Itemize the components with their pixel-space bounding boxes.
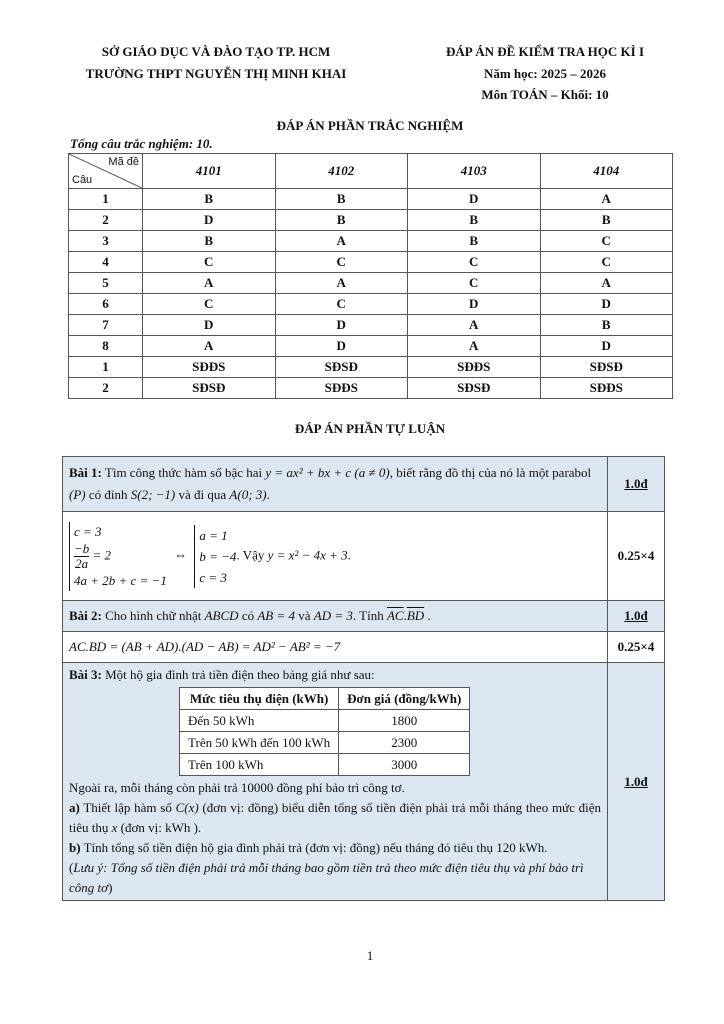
answer-cell: D	[540, 294, 673, 315]
question-number: 7	[69, 315, 143, 336]
answer-cell: A	[275, 231, 408, 252]
school-year: Năm học: 2025 – 2026	[483, 66, 607, 81]
dot-op: .	[403, 608, 407, 623]
answer-cell: D	[540, 336, 673, 357]
answer-cell: SĐSĐ	[540, 357, 673, 378]
part-a-func: C(x)	[175, 800, 199, 815]
price-row	[180, 754, 470, 776]
fraction	[74, 542, 89, 571]
question-number: 2	[69, 378, 143, 399]
note-text: Tổng số tiền điện phải trả mỗi tháng bao gồm tiền trả theo mức điện tiêu thụ và phí bảo trì công tơ	[69, 860, 584, 895]
price-level: Đến 50 kWh	[180, 710, 339, 732]
bai3-label: Bài 3:	[69, 667, 102, 682]
answer-cell: SĐSĐ	[408, 378, 541, 399]
bai1-vertex: S(2; −1)	[130, 487, 176, 502]
answer-cell: A	[408, 315, 541, 336]
part-a-label: a)	[69, 800, 80, 815]
answer-cell: B	[408, 210, 541, 231]
answer-cell: C	[275, 294, 408, 315]
bai1-row	[63, 457, 665, 512]
answer-cell: SĐSĐ	[143, 378, 276, 399]
question-number: 2	[69, 210, 143, 231]
sys1-eq: = 2	[92, 546, 112, 562]
answer-cell: D	[143, 210, 276, 231]
mc-row	[69, 231, 673, 252]
answer-cell: C	[275, 252, 408, 273]
answer-cell: C	[143, 294, 276, 315]
answer-cell: D	[143, 315, 276, 336]
note-paren: )	[108, 880, 113, 895]
answer-cell: B	[143, 231, 276, 252]
bai2-solution: AC.BD = (AB + AD).(AD − AB) = AD² − AB² = −7	[63, 632, 608, 663]
bai3-intro: Một hộ gia đình trả tiền điện theo bảng giá như sau:	[101, 667, 375, 682]
sys1-line: 4a + 2b + c = −1	[74, 572, 167, 588]
bai2-score: 1.0đ	[608, 601, 665, 632]
diag-top-label: Mã đề	[108, 156, 139, 168]
answer-cell: B	[275, 210, 408, 231]
sys1-line	[74, 542, 167, 571]
price-header-row	[180, 688, 470, 710]
price-value: 1800	[339, 710, 470, 732]
answer-cell: A	[540, 189, 673, 210]
part-a-text: (đơn vị: đồng) biểu diễn tổng số tiền điện phải trả mỗi tháng theo mức điện tiêu thụ	[69, 800, 601, 835]
bai1-sol-score: 0.25×4	[608, 512, 665, 601]
mc-header-row	[69, 154, 673, 189]
answer-cell: D	[275, 336, 408, 357]
essay-table	[62, 456, 665, 901]
answer-cell: B	[408, 231, 541, 252]
bai1-score: 1.0đ	[608, 457, 665, 512]
bai2-text: . Tính	[352, 608, 387, 623]
sys2-line: a = 1	[199, 527, 228, 543]
answer-cell: C	[408, 252, 541, 273]
page-number: 1	[366, 948, 374, 963]
bai1-text: .	[266, 487, 270, 502]
code-header: 4103	[408, 154, 541, 189]
answer-cell: A	[143, 273, 276, 294]
bai1-text: , biết rằng đồ thị của nó là một parabol	[389, 465, 592, 480]
bai1-point: A(0; 3)	[229, 487, 267, 502]
mc-row	[69, 252, 673, 273]
mc-row	[69, 378, 673, 399]
bai3-part-a	[69, 798, 601, 838]
bai1-formula: y = ax² + bx + c (a ≠ 0)	[265, 465, 390, 480]
mc-total: Tổng câu trắc nghiệm: 10.	[70, 136, 213, 151]
sys1-line: c = 3	[74, 523, 102, 539]
mc-row	[69, 189, 673, 210]
sys2-line: c = 3	[199, 569, 227, 585]
answer-cell: C	[540, 252, 673, 273]
bai3-row	[63, 663, 665, 901]
price-header: Mức tiêu thụ điện (kWh)	[180, 688, 339, 710]
answer-cell: SĐĐS	[143, 357, 276, 378]
bai1-text: và đi qua	[175, 487, 230, 502]
bai2-ad: AD = 3	[313, 608, 353, 623]
answer-cell: SĐĐS	[408, 357, 541, 378]
price-value: 2300	[339, 732, 470, 754]
bai1-text: Tìm công thức hàm số bậc hai	[101, 465, 266, 480]
bai3-part-b	[69, 838, 601, 858]
equiv-arrow: ⇔	[174, 546, 188, 562]
price-table	[179, 687, 470, 776]
part-a-var: x	[111, 820, 118, 835]
bai1-system1	[69, 522, 167, 591]
exam-title: ĐÁP ÁN ĐỀ KIỂM TRA HỌC KÌ I	[445, 44, 645, 59]
mc-section-title: ĐÁP ÁN PHẦN TRẮC NGHIỆM	[276, 118, 464, 133]
bai3-score: 1.0đ	[608, 663, 665, 901]
question-number: 3	[69, 231, 143, 252]
mc-row	[69, 210, 673, 231]
bai1-sol-text: . Vậy	[236, 546, 268, 562]
mc-row	[69, 315, 673, 336]
answer-cell: A	[540, 273, 673, 294]
price-row	[180, 710, 470, 732]
mc-row	[69, 273, 673, 294]
answer-cell: SĐĐS	[275, 378, 408, 399]
answer-cell: A	[408, 336, 541, 357]
answer-cell: SĐĐS	[540, 378, 673, 399]
price-row	[180, 732, 470, 754]
bai1-text: có đỉnh	[85, 487, 131, 502]
question-number: 5	[69, 273, 143, 294]
price-level: Trên 50 kWh đến 100 kWh	[180, 732, 339, 754]
bai2-ab: AB = 4	[257, 608, 295, 623]
bai2-solution-row	[63, 632, 665, 663]
dept-name: SỞ GIÁO DỤC VÀ ĐÀO TẠO TP. HCM	[101, 44, 331, 59]
bai1-question	[63, 457, 608, 512]
mc-answer-table	[68, 153, 673, 399]
bai2-rect: ABCD	[204, 608, 239, 623]
bai3-note	[69, 858, 601, 898]
bai2-question	[63, 601, 608, 632]
mc-row	[69, 336, 673, 357]
answer-cell: B	[275, 189, 408, 210]
answer-cell: D	[275, 315, 408, 336]
answer-cell: B	[540, 315, 673, 336]
bai2-text: .	[424, 608, 431, 623]
frac-num: −b	[74, 540, 90, 556]
answer-cell: A	[143, 336, 276, 357]
bai2-text: và	[295, 608, 314, 623]
answer-cell: D	[408, 294, 541, 315]
part-a-text: (đơn vị: kWh ).	[117, 820, 202, 835]
price-header: Đơn giá (đồng/kWh)	[339, 688, 470, 710]
sys2-line: b = −4	[199, 548, 237, 564]
code-header: 4101	[143, 154, 276, 189]
answer-cell: D	[408, 189, 541, 210]
part-a-text: Thiết lập hàm số	[79, 800, 176, 815]
mc-row	[69, 357, 673, 378]
bai3-intro-line	[69, 665, 601, 685]
bai2-text: Cho hình chữ nhật	[101, 608, 205, 623]
answer-cell: B	[540, 210, 673, 231]
bai2-sol-score: 0.25×4	[608, 632, 665, 663]
bai2-label: Bài 2:	[69, 608, 102, 623]
price-value: 3000	[339, 754, 470, 776]
question-number: 1	[69, 189, 143, 210]
question-number: 4	[69, 252, 143, 273]
essay-section-title: ĐÁP ÁN PHẦN TỰ LUẬN	[294, 421, 446, 436]
bai3-fee: Ngoài ra, mỗi tháng còn phải trả 10000 đồng phí bảo trì công tơ.	[69, 780, 405, 795]
answer-cell: C	[143, 252, 276, 273]
note-paren: (	[69, 860, 74, 875]
question-number: 1	[69, 357, 143, 378]
subject: Môn TOÁN – Khối: 10	[481, 87, 609, 102]
bai1-sol-end: .	[347, 546, 351, 562]
school-name: TRƯỜNG THPT NGUYỄN THỊ MINH KHAI	[85, 66, 347, 81]
bai1-parabol: (P)	[69, 487, 86, 502]
bai1-label: Bài 1:	[69, 465, 102, 480]
answer-cell: C	[408, 273, 541, 294]
vector-bd: $\overline{BD}$	[406, 608, 425, 623]
bai2-text: có	[238, 608, 258, 623]
vector-ac: $\overline{AC}$	[386, 608, 404, 623]
bai1-solution	[63, 512, 608, 601]
code-header: 4104	[540, 154, 673, 189]
answer-cell: B	[143, 189, 276, 210]
price-level: Trên 100 kWh	[180, 754, 339, 776]
frac-den: 2a	[75, 555, 89, 571]
bai1-result: y = x² − 4x + 3	[267, 546, 348, 562]
part-b-label: b)	[69, 840, 81, 855]
question-number: 6	[69, 294, 143, 315]
part-b-text: Tính tổng số tiền điện hộ gia đình phải trả (đơn vị: đồng) nếu tháng đó tiêu thụ 120 kWh.	[80, 840, 548, 855]
bai3-question	[63, 663, 608, 901]
diag-bottom-label: Câu	[72, 174, 93, 186]
diag-header-cell	[69, 154, 143, 189]
code-header: 4102	[275, 154, 408, 189]
bai2-row	[63, 601, 665, 632]
answer-cell: A	[275, 273, 408, 294]
bai1-system2	[194, 525, 236, 588]
mc-row	[69, 294, 673, 315]
answer-cell: C	[540, 231, 673, 252]
bai1-solution-row	[63, 512, 665, 601]
note-label: Lưu ý:	[73, 860, 108, 875]
question-number: 8	[69, 336, 143, 357]
answer-cell: SĐSĐ	[275, 357, 408, 378]
